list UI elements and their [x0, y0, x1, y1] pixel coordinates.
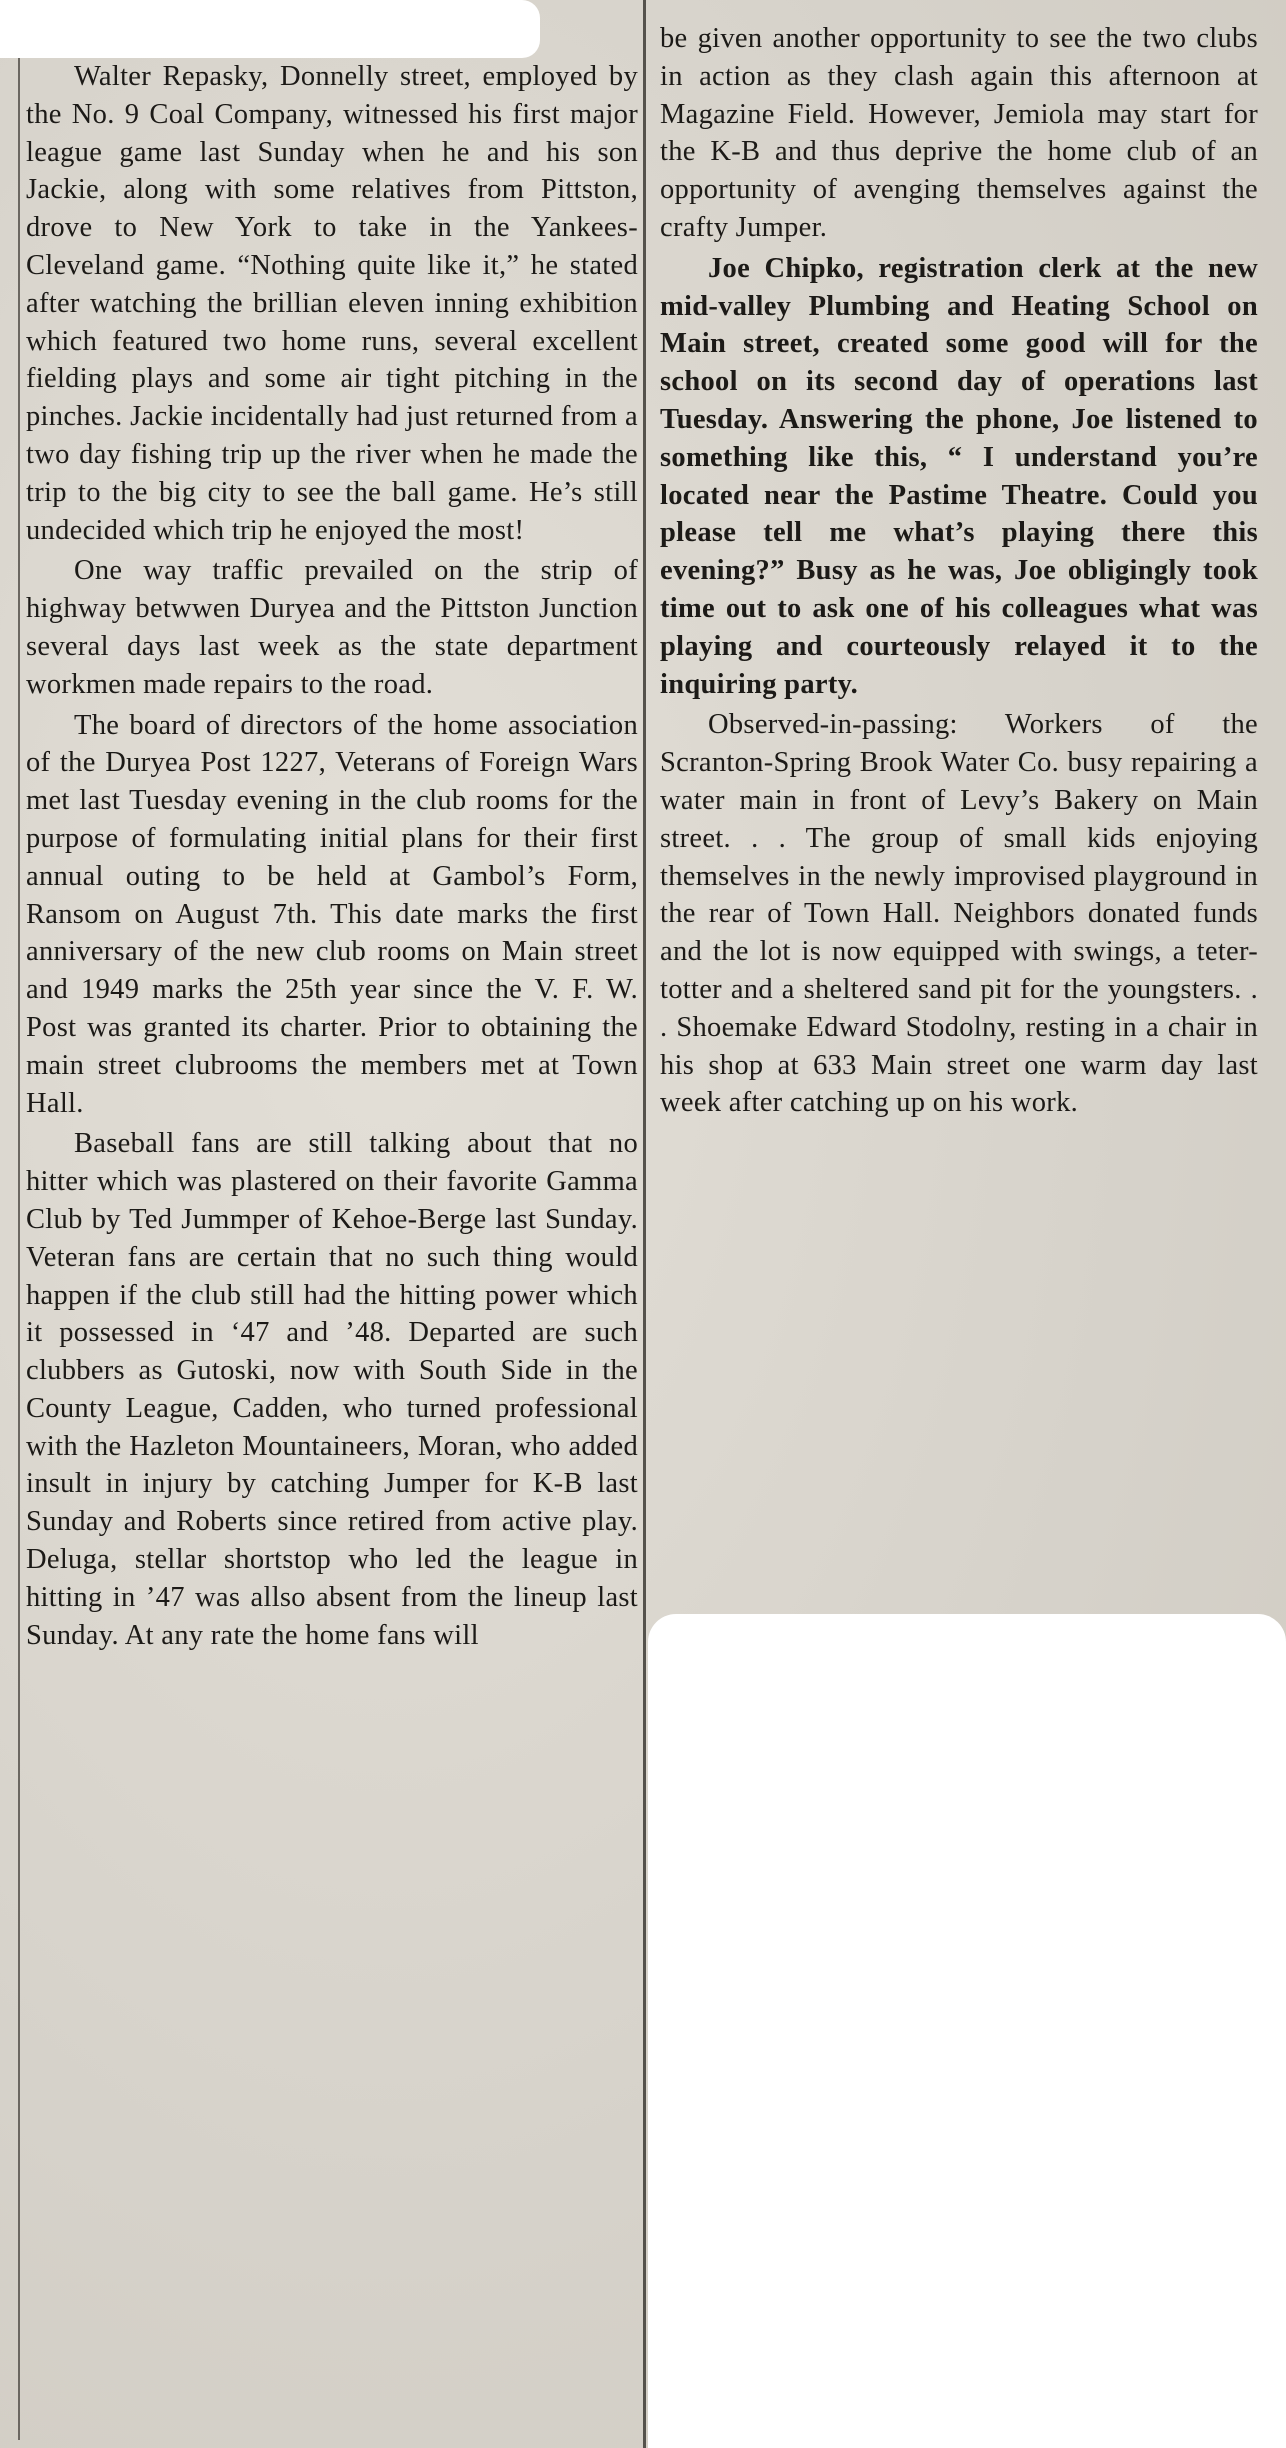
paragraph-baseball-fans: Baseball fans are still talking about that no hitter which was plastered on their favorite Gamma Club by Ted Jummper of Kehoe-Berge last Sunday. Veteran fans are certain that no such thing would happen if the club still had the hitting power which it possessed in ‘47 and ’48. Departed are such clubbers as Gutoski, now with South Side in the County League, Cadden, who turned professional with the Hazleton Mountaineers, Moran, who added insult in injury by catching Jumper for K-B last Sunday and Roberts since retired from active play. Deluga, stellar shortstop who led the league in hitting in ’47 was allso absent from the lineup last Sunday. At any rate the home fans will [26, 1128, 638, 1651]
redaction-mask-top [0, 0, 540, 58]
paragraph-repasky: Walter Repasky, Donnelly street, employed by the No. 9 Coal Company, witnessed his first major league game last Sunday when he and his son Jackie, along with some relatives from Pittston, drove to New York to take in the Yankees-Cleveland game. “Nothing quite like it,” he stated after watching the brillian eleven inning exhibition which featured two home runs, several excellent fielding plays and some air tight pitching in the pinches. Jackie incidentally had just returned from a two day fishing trip up the river when he made the trip to the big city to see the ball game. He’s still undecided which trip he enjoyed the most! [26, 61, 638, 546]
column-divider [643, 0, 646, 2448]
paragraph-one-way-traffic: One way traffic prevailed on the strip of highway betwwen Duryea and the Pittston Junction several days last week as the state department workmen made repairs to the road. [26, 555, 638, 700]
redaction-mask-bottom [648, 1614, 1286, 2448]
paragraph-observed-in-passing: Observed-in-passing: Workers of the Scranton-Spring Brook Water Co. busy repairing a water main in front of Levy’s Bakery on Main street. . . The group of small kids enjoying themselves in the newly improvised playground in the rear of Town Hall. Neighbors donated funds and the lot is now equipped with swings, a teter-totter and a sheltered sand pit for the youngsters. . . Shoemake Edward Stodolny, resting in a chair in his shop at 633 Main street one warm day last week after catching up on his work. [660, 709, 1258, 1119]
article-column-right [660, 20, 1258, 1125]
paragraph-vfw-post: The board of directors of the home association of the Duryea Post 1227, Veterans of Foreign Wars met last Tuesday evening in the club rooms for the purpose of formulating initial plans for their first annual outing to be held at Gambol’s Form, Ransom on August 7th. This date marks the first anniversary of the new club rooms on Main street and 1949 marks the 25th year since the V. F. W. Post was granted its charter. Prior to obtaining the main street clubrooms the members met at Town Hall. [26, 709, 638, 1119]
column-rule-left [18, 40, 20, 2440]
paragraph-another-opportunity: be given another opportunity to see the two clubs in action as they clash again this afternoon at Magazine Field. However, Jemiola may start for the K-B and thus deprive the home club of an opportunity of avenging themselves against the crafty Jumper. [660, 23, 1258, 243]
paragraph-joe-chipko: Joe Chipko, registration clerk at the new mid-valley Plumbing and Heating School on Main street, created some good will for the school on its second day of operations last Tuesday. Answering the phone, Joe listened to something like this, “ I understand you’re located near the Pastime Theatre. Could you please tell me what’s playing there this evening?” Busy as he was, Joe obligingly took time out to ask one of his colleagues what was playing and courteously relayed it to the inquiring party. [660, 252, 1258, 700]
article-column-left [26, 58, 638, 1657]
